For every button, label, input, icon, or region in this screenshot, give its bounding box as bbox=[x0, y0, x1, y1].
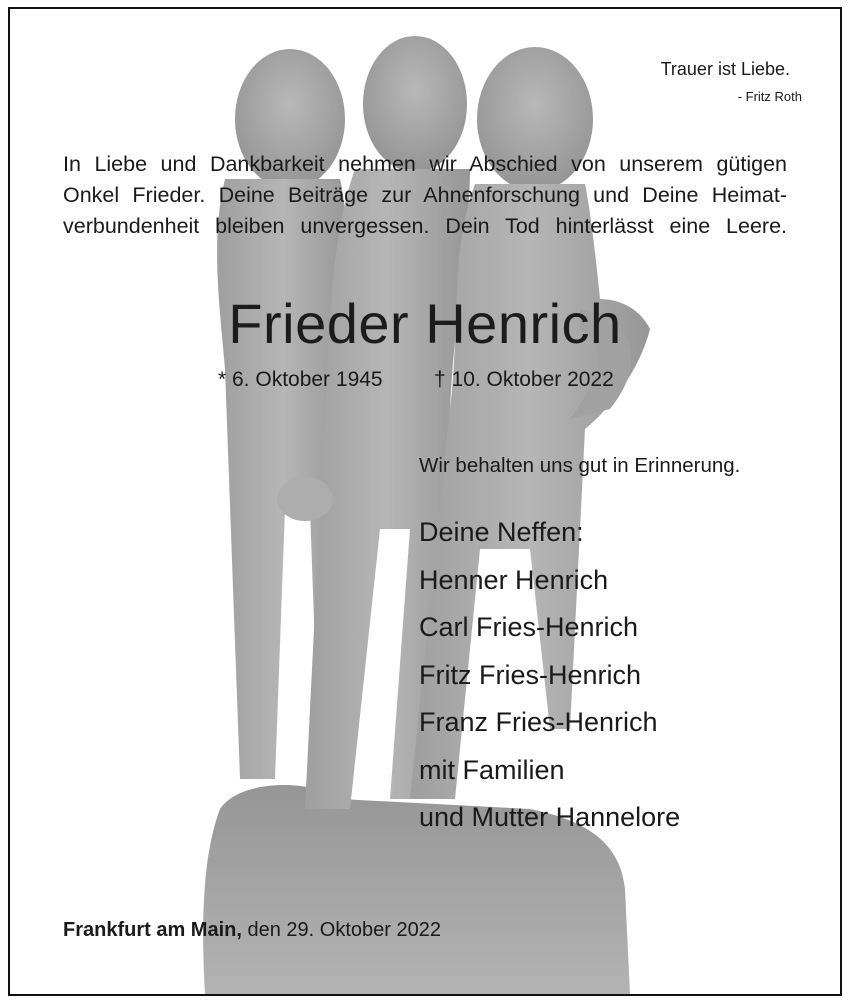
deceased-name: Frieder Henrich bbox=[228, 292, 622, 355]
death-date: † 10. Oktober 2022 bbox=[434, 368, 614, 391]
memory-line: Wir behalten uns gut in Erinnerung. bbox=[419, 454, 741, 477]
obituary-notice bbox=[8, 7, 842, 996]
family-list bbox=[419, 509, 680, 842]
family-heading: Deine Neffen: bbox=[419, 517, 584, 547]
place-and-date bbox=[63, 919, 441, 942]
place-city: Frankfurt am Main, bbox=[63, 919, 242, 941]
intro-paragraph bbox=[63, 149, 787, 242]
birth-date: * 6. Oktober 1945 bbox=[218, 368, 383, 391]
family-member: mit Familien bbox=[419, 754, 565, 785]
family-member: Carl Fries-Henrich bbox=[419, 612, 639, 642]
family-member: und Mutter Hannelore bbox=[419, 802, 681, 832]
intro-line: In Liebe und Dankbarkeit nehmen wir Abschied von unserem gütigen bbox=[63, 152, 787, 176]
intro-line: verbundenheit bleiben unvergessen. Dein Tod hinterlässt eine Leere. bbox=[63, 214, 787, 238]
family-member: Fritz Fries-Henrich bbox=[419, 659, 642, 690]
place-date: den 29. Oktober 2022 bbox=[247, 919, 441, 941]
family-member: Franz Fries-Henrich bbox=[419, 707, 658, 737]
quote-author: - Fritz Roth bbox=[737, 89, 802, 104]
quote-text: Trauer ist Liebe. bbox=[660, 59, 790, 79]
family-member: Henner Henrich bbox=[419, 564, 609, 595]
intro-line: Onkel Frieder. Deine Beiträge zur Ahnenforschung und Deine Heimat- bbox=[63, 183, 787, 207]
